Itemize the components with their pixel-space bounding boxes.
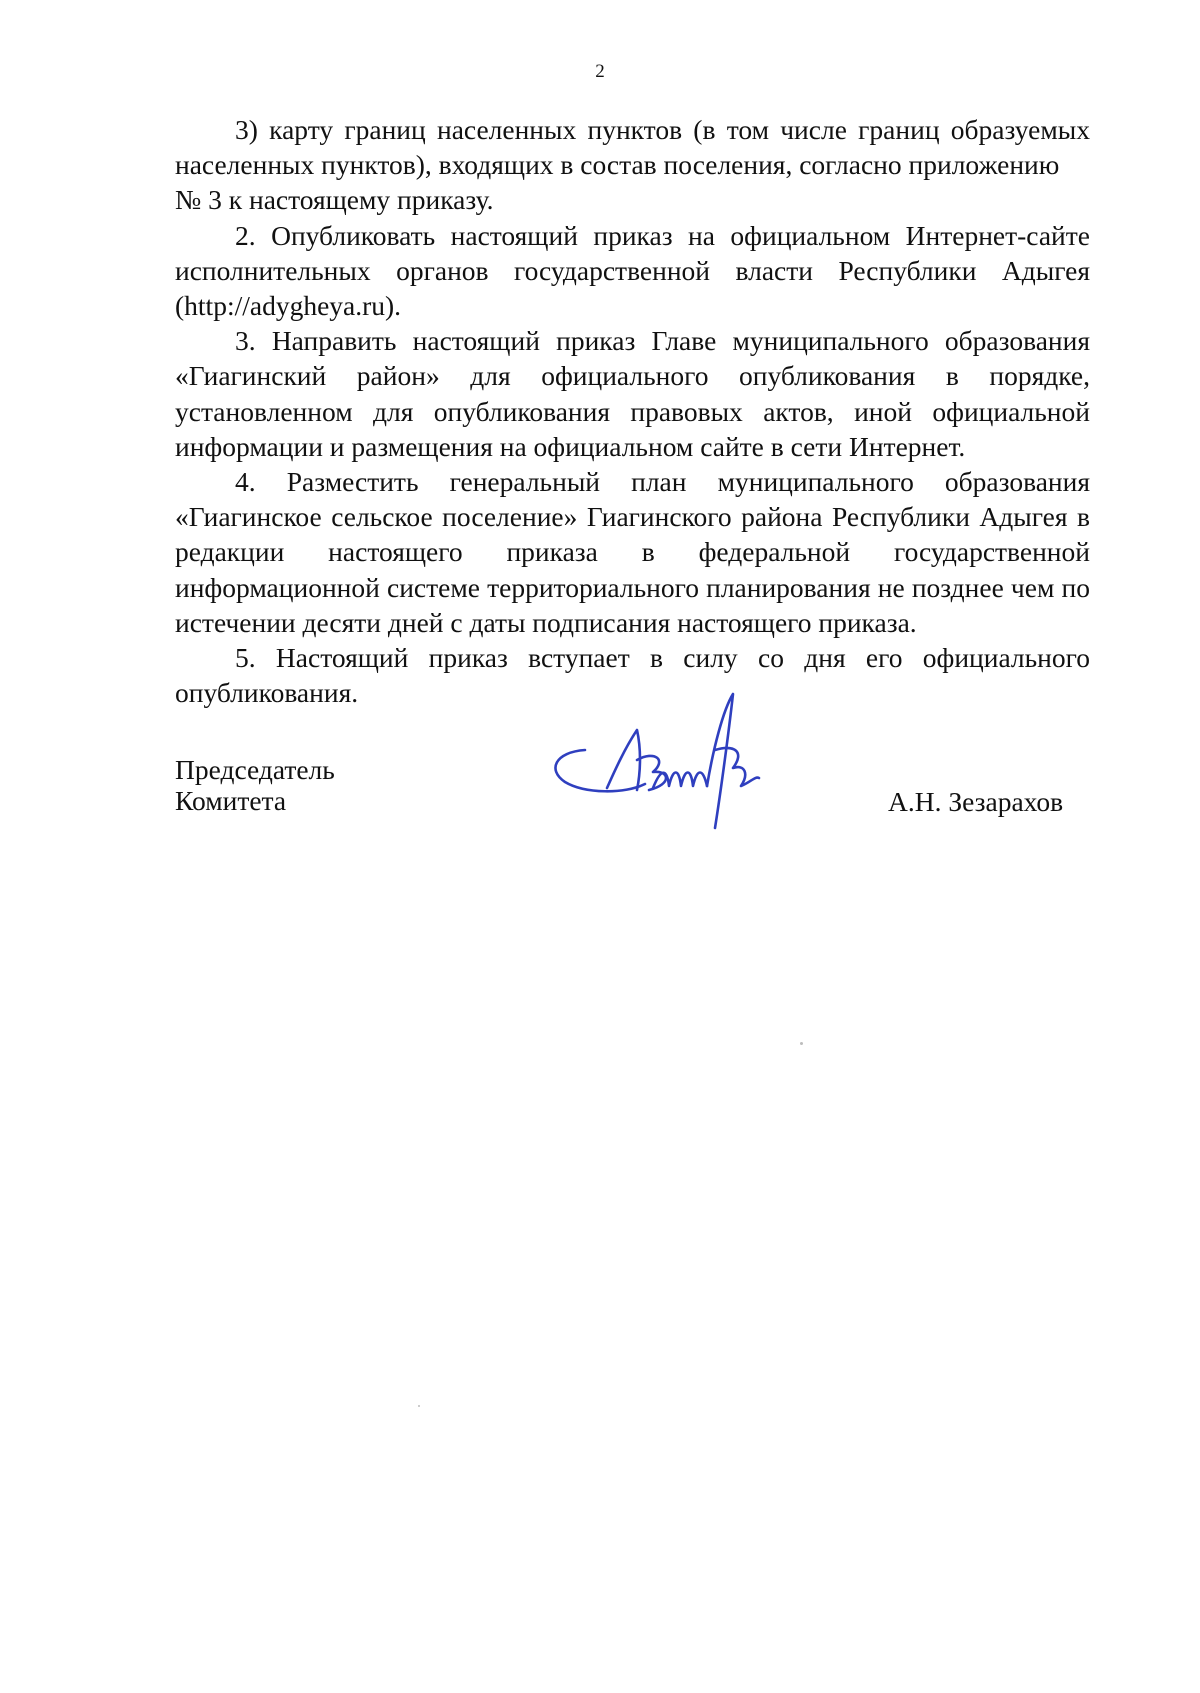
signatory-position (175, 754, 335, 816)
paragraph-item-2-publish: 2. Опубликовать настоящий приказ на официальном Интернет-сайте исполнительных органов государственной власти Республики Адыгея (http://adygheya.ru). (175, 219, 1090, 322)
scan-speck (800, 1042, 803, 1045)
signatory-name: А.Н. Зезарахов (888, 786, 1064, 817)
paragraph-item-5-effect: 5. Настоящий приказ вступает в силу со дня его официального опубликования. (175, 642, 1090, 709)
paragraph-item-4-place: 4. Разместить генеральный план муниципального образования «Гиагинское сельское поселение» Гиагинского района Республики Адыгея в редакции настоящего приказа в федеральной государственной информационной системе территориального планирования не позднее чем по истечении десяти дней с даты подписания настоящего приказа. (175, 466, 1090, 638)
scan-speck (418, 1405, 420, 1407)
signature-stroke-a (607, 730, 640, 790)
document-body (175, 112, 1090, 710)
page-number: 2 (595, 61, 605, 82)
paragraph-item-3-send: 3. Направить настоящий приказ Главе муниципального образования «Гиагинский район» для официального опубликования в порядке, установленном для опубликования правовых актов, иной официальной информации и размещения на официальном сайте в сети Интернет. (175, 325, 1090, 462)
signature-stroke-loop (555, 750, 645, 791)
signatory-position-line1: Председатель (175, 754, 335, 785)
paragraph-item-3-map: 3) карту границ населенных пунктов (в том числе границ образуемых населенных пунктов), входящих в состав поселения, согласно приложению (175, 114, 1090, 181)
paragraph-item-3-continuation: № 3 к настоящему приказу. (175, 184, 494, 216)
handwritten-signature (545, 690, 795, 830)
signature-stroke-flourish (707, 694, 733, 828)
signatory-position-line2: Комитета (175, 785, 287, 816)
